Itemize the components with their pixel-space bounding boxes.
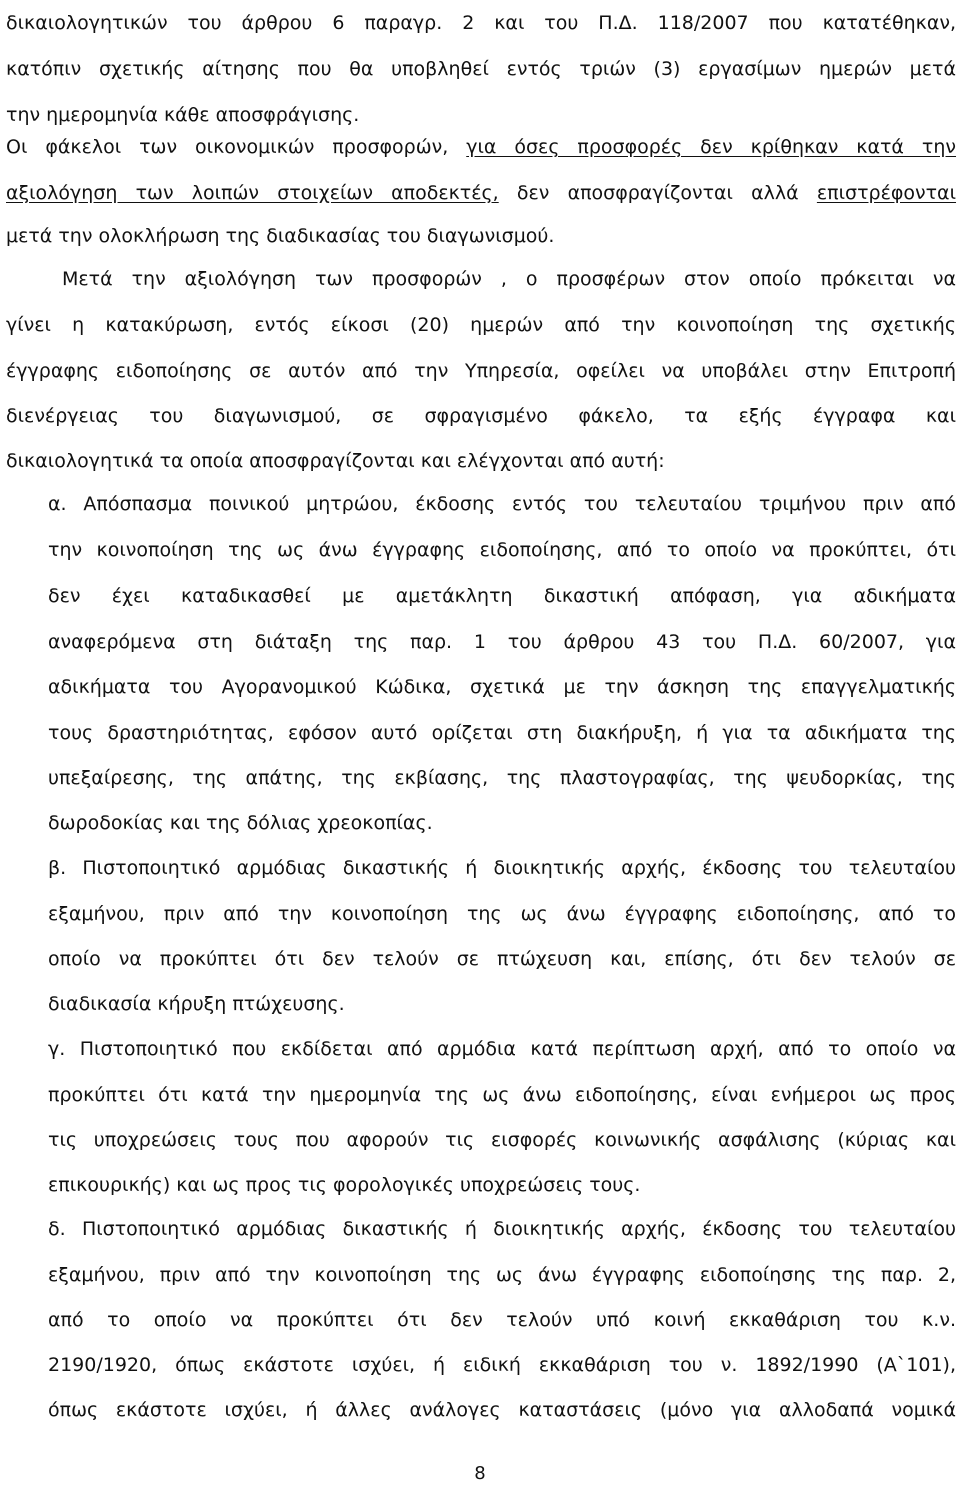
text-line: 2190/1920, όπως εκάστοτε ισχύει, ή ειδική εκκαθάριση του ν. 1892/1990 (Α`101), — [48, 1354, 956, 1376]
text-line: οποίο να προκύπτει ότι δεν τελούν σε πτώχευση και, επίσης, ότι δεν τελούν σε — [48, 948, 956, 970]
underlined-text: αξιολόγηση των λοιπών στοιχείων αποδεκτές, — [6, 182, 499, 204]
text-line: δ. Πιστοποιητικό αρμόδιας δικαστικής ή διοικητικής αρχής, έκδοσης του τελευταίου — [48, 1218, 956, 1240]
text-line: β. Πιστοποιητικό αρμόδιας δικαστικής ή διοικητικής αρχής, έκδοσης του τελευταίου — [48, 857, 956, 879]
text-line: αναφερόμενα στη διάταξη της παρ. 1 του άρθρου 43 του Π.Δ. 60/2007, για — [48, 631, 956, 653]
text-segment: Οι φάκελοι των οικονομικών προσφορών, — [6, 136, 467, 158]
text-line: α. Απόσπασμα ποινικού μητρώου, έκδοσης εντός του τελευταίου τριμήνου πριν από — [48, 493, 956, 515]
underlined-text: επιστρέφονται — [816, 182, 957, 204]
text-line: την κοινοποίηση της ως άνω έγγραφης ειδοποίησης, από το οποίο να προκύπτει, ότι — [48, 539, 956, 561]
text-line: γ. Πιστοποιητικό που εκδίδεται από αρμόδια κατά περίπτωση αρχή, από το οποίο να — [48, 1038, 956, 1060]
text-line: δεν έχει καταδικασθεί με αμετάκλητη δικαστική απόφαση, για αδικήματα — [48, 585, 956, 607]
text-line — [6, 170, 956, 216]
text-line: την ημερομηνία κάθε αποσφράγισης. — [6, 104, 360, 126]
text-line: δικαιολογητικών του άρθρου 6 παραγρ. 2 και του Π.Δ. 118/2007 που κατατέθηκαν, — [6, 12, 956, 34]
text-line: επικουρικής) και ως προς τις φορολογικές υποχρεώσεις τους. — [48, 1174, 641, 1196]
text-line: μετά την ολοκλήρωση της διαδικασίας του διαγωνισμού. — [6, 225, 555, 247]
text-line: δωροδοκίας και της δόλιας χρεοκοπίας. — [48, 812, 433, 834]
text-line: έγγραφης ειδοποίησης σε αυτόν από την Υπηρεσία, οφείλει να υποβάλει στην Επιτροπή — [6, 360, 956, 382]
text-line: κατόπιν σχετικής αίτησης που θα υποβληθεί εντός τριών (3) εργασίμων ημερών μετά — [6, 58, 956, 80]
text-line: εξαμήνου, πριν από την κοινοποίηση της ως άνω έγγραφης ειδοποίησης της παρ. 2, — [48, 1264, 956, 1286]
text-line: διενέργειας του διαγωνισμού, σε σφραγισμένο φάκελο, τα εξής έγγραφα και — [6, 405, 956, 427]
text-segment: δεν αποσφραγίζονται αλλά — [498, 182, 817, 204]
text-line: εξαμήνου, πριν από την κοινοποίηση της ως άνω έγγραφης ειδοποίησης, από το — [48, 903, 956, 925]
page-number: 8 — [474, 1463, 486, 1484]
text-line: γίνει η κατακύρωση, εντός είκοσι (20) ημερών από την κοινοποίηση της σχετικής — [6, 314, 956, 336]
text-line: όπως εκάστοτε ισχύει, ή άλλες ανάλογες καταστάσεις (μόνο για αλλοδαπά νομικά — [48, 1399, 956, 1421]
text-line: τις υποχρεώσεις τους που αφορούν τις εισφορές κοινωνικής ασφάλισης (κύριας και — [48, 1129, 956, 1151]
text-line: δικαιολογητικά τα οποία αποσφραγίζονται και ελέγχονται από αυτή: — [6, 450, 665, 472]
text-line: προκύπτει ότι κατά την ημερομηνία της ως άνω ειδοποίησης, είναι ενήμεροι ως προς — [48, 1084, 956, 1106]
text-line: Μετά την αξιολόγηση των προσφορών , ο προσφέρων στον οποίο πρόκειται να — [62, 268, 956, 290]
text-line: από το οποίο να προκύπτει ότι δεν τελούν υπό κοινή εκκαθάριση του κ.ν. — [48, 1309, 956, 1331]
text-line — [6, 124, 956, 170]
text-line: διαδικασία κήρυξη πτώχευσης. — [48, 993, 345, 1015]
text-line: υπεξαίρεσης, της απάτης, της εκβίασης, της πλαστογραφίας, της ψευδορκίας, της — [48, 767, 956, 789]
text-line: τους δραστηριότητας, εφόσον αυτό ορίζεται στη διακήρυξη, ή για τα αδικήματα της — [48, 722, 956, 744]
text-line: αδικήματα του Αγορανομικού Κώδικα, σχετικά με την άσκηση της επαγγελματικής — [48, 676, 956, 698]
underlined-text: για όσες προσφορές δεν κρίθηκαν κατά την — [466, 136, 957, 158]
